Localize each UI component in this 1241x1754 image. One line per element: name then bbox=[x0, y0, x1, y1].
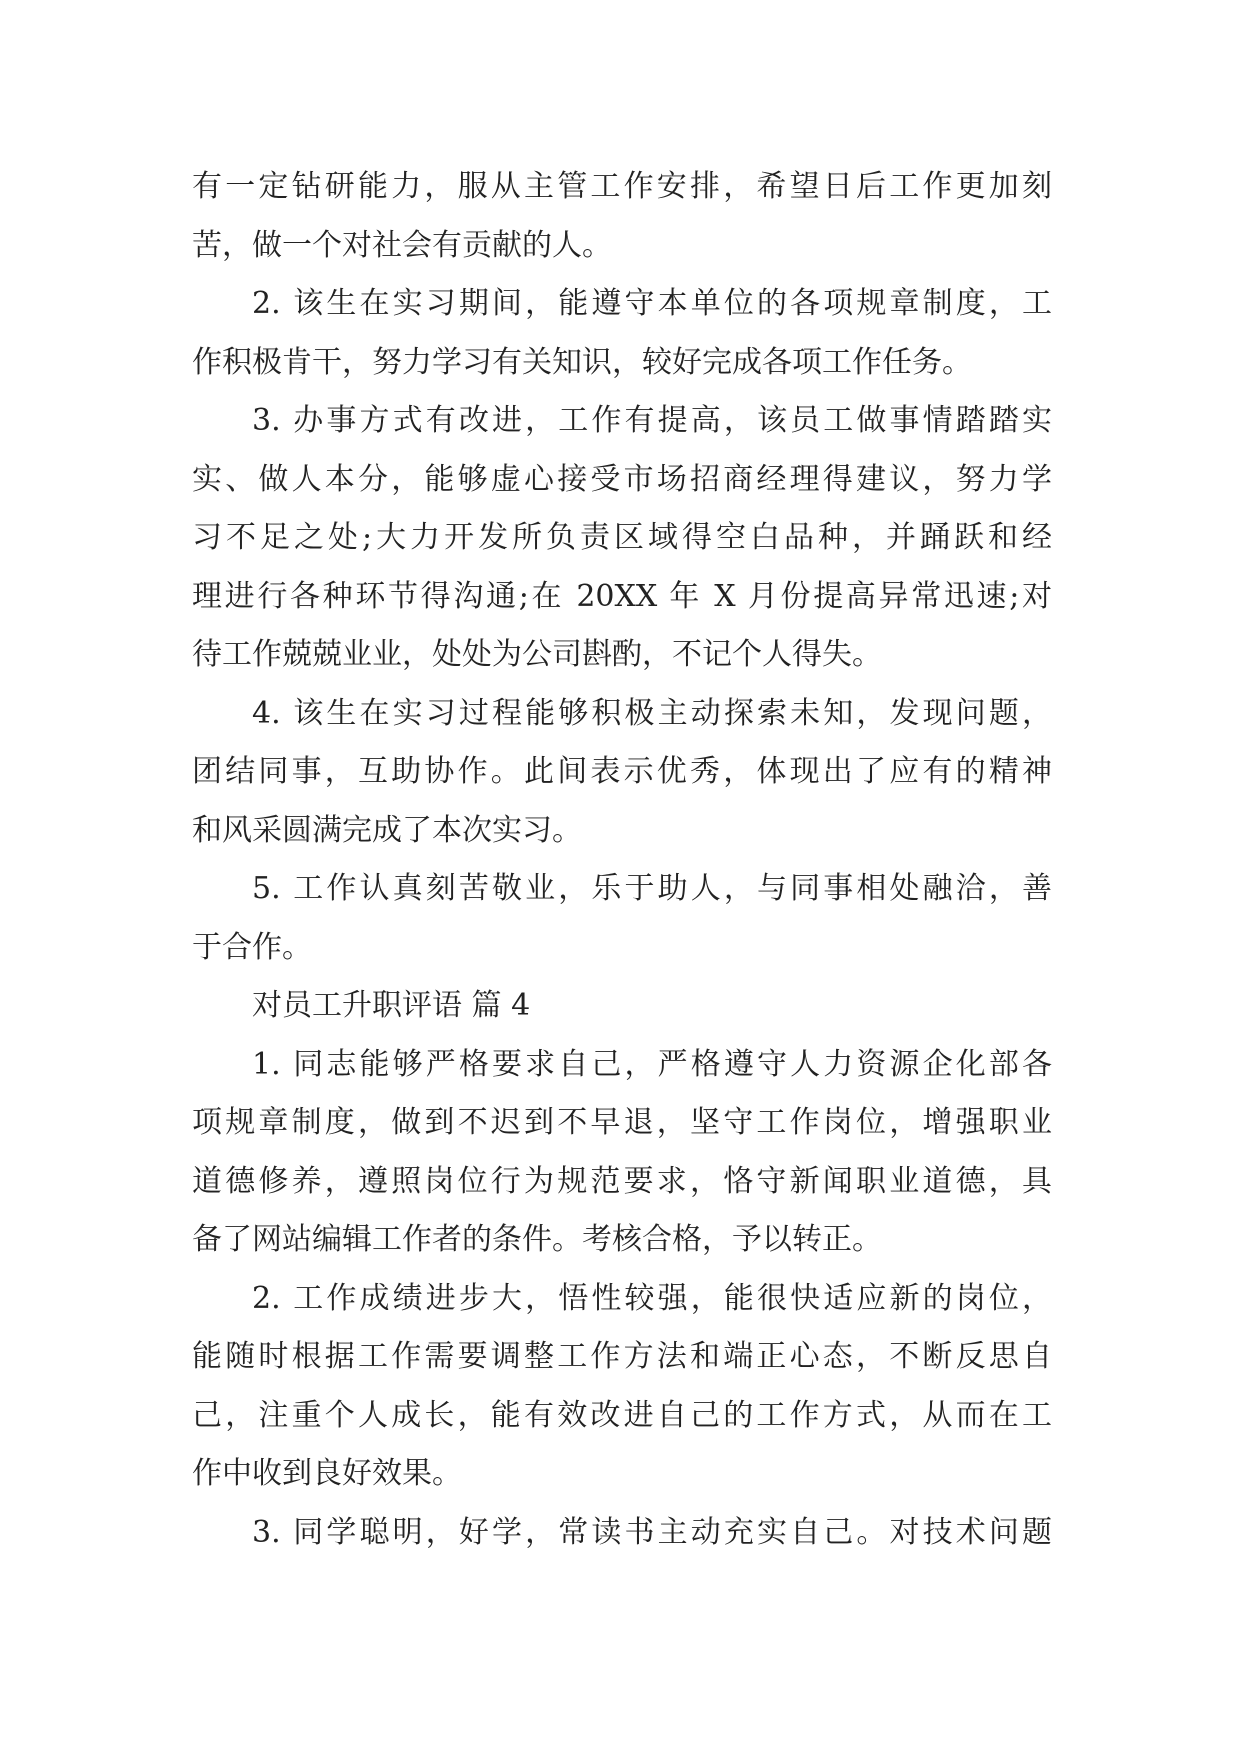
text-line: 团结同事，互助协作。此间表示优秀，体现出了应有的精神 bbox=[192, 754, 1052, 789]
text-line: 于合作。 bbox=[192, 929, 312, 965]
text-line: 2. 该生在实习期间，能遵守本单位的各项规章制度，工 bbox=[252, 286, 1052, 321]
text-line: 作中收到良好效果。 bbox=[192, 1456, 462, 1491]
text-line: 3. 同学聪明，好学，常读书主动充实自己。对技术问题 bbox=[252, 1514, 1052, 1550]
text-line: 有一定钻研能力，服从主管工作安排，希望日后工作更加刻 bbox=[192, 169, 1052, 204]
text-line: 道德修养，遵照岗位行为规范要求，恪守新闻职业道德，具 bbox=[192, 1163, 1052, 1199]
text-line: 备了网站编辑工作者的条件。考核合格，予以转正。 bbox=[192, 1222, 882, 1257]
text-line: 3. 办事方式有改进，工作有提高，该员工做事情踏踏实 bbox=[252, 403, 1052, 438]
text-line: 5. 工作认真刻苦敬业，乐于助人，与同事相处融洽，善 bbox=[252, 871, 1052, 906]
text-line: 作积极肯干，努力学习有关知识，较好完成各项工作任务。 bbox=[192, 344, 972, 380]
text-line: 理进行各种环节得沟通;在 20XX 年 X 月份提高异常迅速;对 bbox=[192, 578, 1052, 614]
document-body bbox=[192, 158, 1052, 1562]
section-heading: 对员工升职评语 篇 4 bbox=[252, 988, 531, 1023]
text-line: 2. 工作成绩进步大，悟性较强，能很快适应新的岗位， bbox=[252, 1280, 1052, 1316]
text-line: 己，注重个人成长，能有效改进自己的工作方式，从而在工 bbox=[192, 1397, 1052, 1433]
text-line: 项规章制度，做到不迟到不早退，坚守工作岗位，增强职业 bbox=[192, 1105, 1052, 1140]
text-line: 实、做人本分，能够虚心接受市场招商经理得建议，努力学 bbox=[192, 461, 1052, 497]
text-line: 苦，做一个对社会有贡献的人。 bbox=[192, 227, 612, 263]
text-line: 待工作兢兢业业，处处为公司斟酌，不记个人得失。 bbox=[192, 637, 882, 672]
text-line: 1. 同志能够严格要求自己，严格遵守人力资源企化部各 bbox=[252, 1046, 1052, 1082]
text-line: 和风采圆满完成了本次实习。 bbox=[192, 812, 582, 848]
text-line: 4. 该生在实习过程能够积极主动探索未知，发现问题， bbox=[252, 695, 1052, 731]
text-line: 习不足之处;大力开发所负责区域得空白品种，并踊跃和经 bbox=[192, 520, 1052, 555]
text-line: 能随时根据工作需要调整工作方法和端正心态，不断反思自 bbox=[192, 1339, 1052, 1374]
